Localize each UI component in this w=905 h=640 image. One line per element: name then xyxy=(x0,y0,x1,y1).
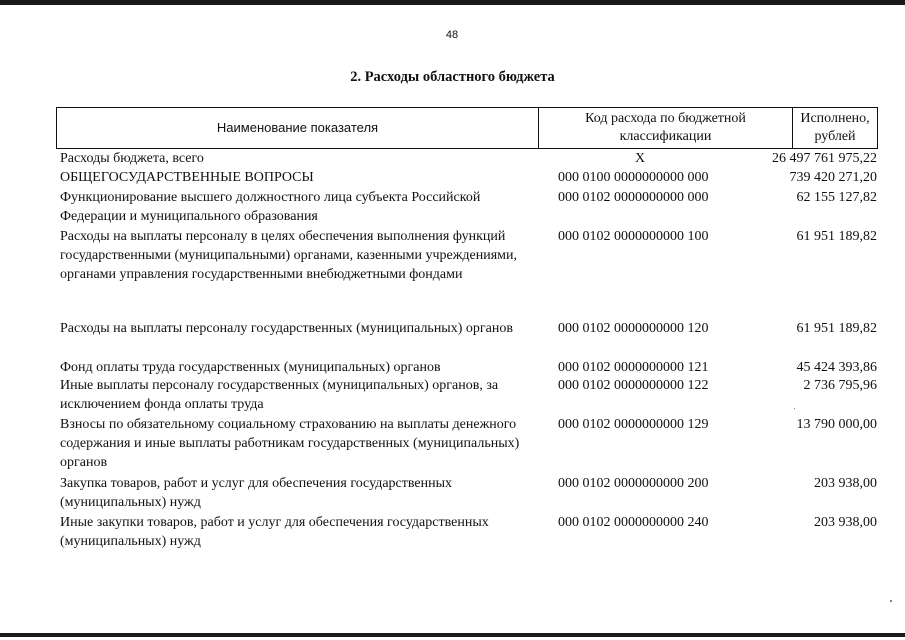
scan-speck xyxy=(890,600,892,602)
row-name: Иные закупки товаров, работ и услуг для обеспечения государственных (муниципальных) нужд xyxy=(60,515,489,549)
scan-speck xyxy=(794,408,795,409)
page-number: 48 xyxy=(445,29,459,41)
row-name: Фонд оплаты труда государственных (муниципальных) органов xyxy=(60,360,441,375)
row-name: Расходы на выплаты персоналу в целях обеспечения выполнения функций государственными (муниципальными) органами, казенными учреждениями, органами управления государственными внебюджетными фондами xyxy=(60,229,517,282)
row-code: 000 0102 0000000000 200 xyxy=(558,476,709,491)
row-amount: 2 736 795,96 xyxy=(803,378,877,393)
row-name: Закупка товаров, работ и услуг для обеспечения государственных (муниципальных) нужд xyxy=(60,476,453,510)
row-code: 000 0102 0000000000 122 xyxy=(558,378,709,393)
row-amount: 62 155 127,82 xyxy=(796,190,877,205)
top-border-rule xyxy=(0,0,905,5)
row-amount: 739 420 271,20 xyxy=(789,170,877,185)
header-code-column: Код расхода по бюджетной классификации xyxy=(539,108,793,148)
row-name: Иные выплаты персоналу государственных (муниципальных) органов, за исключением фонда оплаты труда xyxy=(60,378,499,412)
row-name: Расходы на выплаты персоналу государственных (муниципальных) органов xyxy=(60,321,513,336)
row-code: 000 0100 0000000000 000 xyxy=(558,170,709,185)
row-code: 000 0102 0000000000 120 xyxy=(558,321,709,336)
row-name: Функционирование высшего должностного лица субъекта Российской Федерации и муниципального образования xyxy=(60,190,481,224)
header-name-column: Наименование показателя xyxy=(57,108,539,148)
row-amount: 203 938,00 xyxy=(814,515,877,530)
row-code: X xyxy=(634,151,646,166)
row-amount: 61 951 189,82 xyxy=(796,321,877,336)
row-code: 000 0102 0000000000 000 xyxy=(558,190,709,205)
row-amount: 203 938,00 xyxy=(814,476,877,491)
row-name: Расходы бюджета, всего xyxy=(60,151,204,166)
row-amount: 61 951 189,82 xyxy=(796,229,877,244)
row-code: 000 0102 0000000000 240 xyxy=(558,515,709,530)
row-name: Взносы по обязательному социальному страхованию на выплаты денежного содержания и иные выплаты работникам государственных (муниципальных) органов xyxy=(60,417,520,470)
table-header xyxy=(56,107,878,149)
row-amount: 26 497 761 975,22 xyxy=(772,151,877,166)
bottom-border-rule xyxy=(0,633,905,637)
row-code: 000 0102 0000000000 121 xyxy=(558,360,709,375)
row-code: 000 0102 0000000000 129 xyxy=(558,417,709,432)
section-title: 2. Расходы областного бюджета xyxy=(350,69,555,85)
row-name: ОБЩЕГОСУДАРСТВЕННЫЕ ВОПРОСЫ xyxy=(60,170,314,185)
header-amount-column: Исполнено, рублей xyxy=(800,111,870,144)
row-amount: 45 424 393,86 xyxy=(796,360,877,375)
row-code: 000 0102 0000000000 100 xyxy=(558,229,709,244)
row-amount: 13 790 000,00 xyxy=(796,417,877,432)
